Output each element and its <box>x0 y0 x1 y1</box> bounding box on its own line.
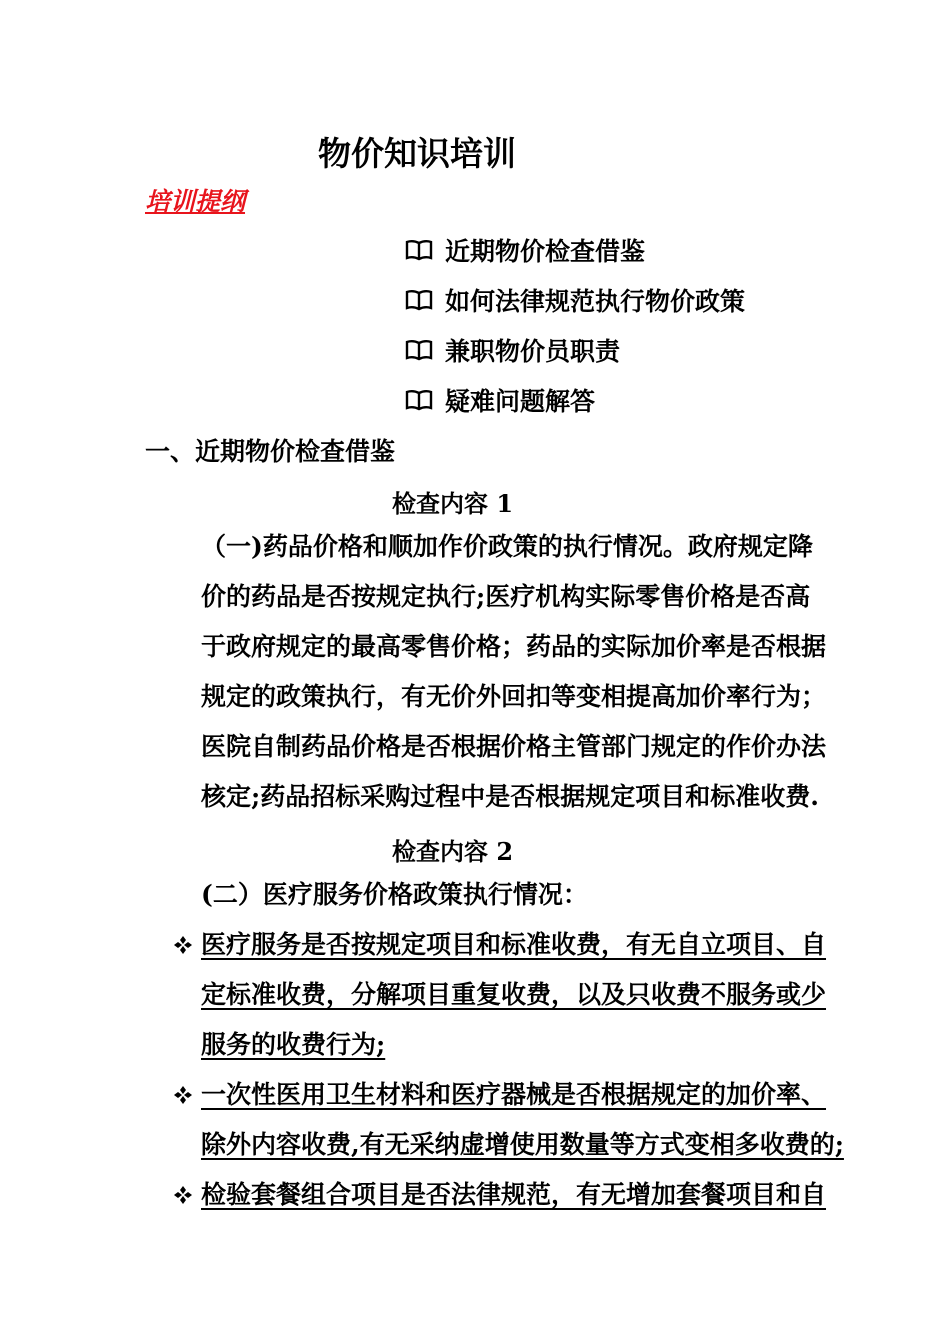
book-icon <box>405 289 433 311</box>
diamond-bullet-icon <box>173 1085 193 1105</box>
bullet-line: 除外内容收费,有无采纳虚增使用数量等方式变相多收费的; <box>201 1130 844 1159</box>
paragraph-line: 于政府规定的最高零售价格；药品的实际加价率是否根据 <box>201 632 827 661</box>
paragraph-line: 规定的政策执行，有无价外回扣等变相提高加价率行为； <box>201 682 827 711</box>
check-content-1-label: 检查内容 1 <box>392 489 514 518</box>
page-title: 物价知识培训 <box>318 134 516 173</box>
paragraph-line: （一)药品价格和顺加作价政策的执行情况。政府规定降 <box>201 532 813 561</box>
toc-item <box>405 282 745 318</box>
diamond-bullet-icon <box>173 935 193 955</box>
bullet-line: 定标准收费，分解项目重复收费，以及只收费不服务或少 <box>201 980 827 1009</box>
outline-label: 培训提纲 <box>145 187 246 216</box>
paragraph-line: 医院自制药品价格是否根据价格主管部门规定的作价办法 <box>201 732 827 761</box>
diamond-bullet-icon <box>173 1185 193 1205</box>
bullet-item <box>201 1070 844 1170</box>
bullet-line: 检验套餐组合项目是否法律规范，有无增加套餐项目和自 <box>201 1180 827 1209</box>
check-content-2-intro: (二）医疗服务价格政策执行情况： <box>201 880 588 909</box>
toc-item <box>405 382 595 418</box>
bullet-item <box>201 920 826 1070</box>
toc-item <box>405 332 620 368</box>
toc-item <box>405 232 645 268</box>
section-heading: 一、近期物价检查借鉴 <box>145 437 396 466</box>
bullet-line: 一次性医用卫生材料和医疗器械是否根据规定的加价率、 <box>201 1080 827 1109</box>
toc-item-label: 兼职物价员职责 <box>445 337 621 366</box>
toc-item-label: 近期物价检查借鉴 <box>445 237 646 266</box>
bullet-item <box>201 1170 826 1220</box>
book-icon <box>405 339 433 361</box>
bullet-line: 服务的收费行为; <box>201 1030 386 1059</box>
toc-item-label: 如何法律规范执行物价政策 <box>445 287 746 316</box>
paragraph-line: 核定;药品招标采购过程中是否根据规定项目和标准收费. <box>201 782 819 811</box>
book-icon <box>405 389 433 411</box>
toc-item-label: 疑难问题解答 <box>445 387 596 416</box>
check-content-2-label: 检查内容 2 <box>392 837 514 866</box>
paragraph-line: 价的药品是否按规定执行;医疗机构实际零售价格是否高 <box>201 582 811 611</box>
check-content-1-paragraph <box>201 522 826 822</box>
bullet-line: 医疗服务是否按规定项目和标准收费，有无自立项目、自 <box>201 930 827 959</box>
book-icon <box>405 239 433 261</box>
